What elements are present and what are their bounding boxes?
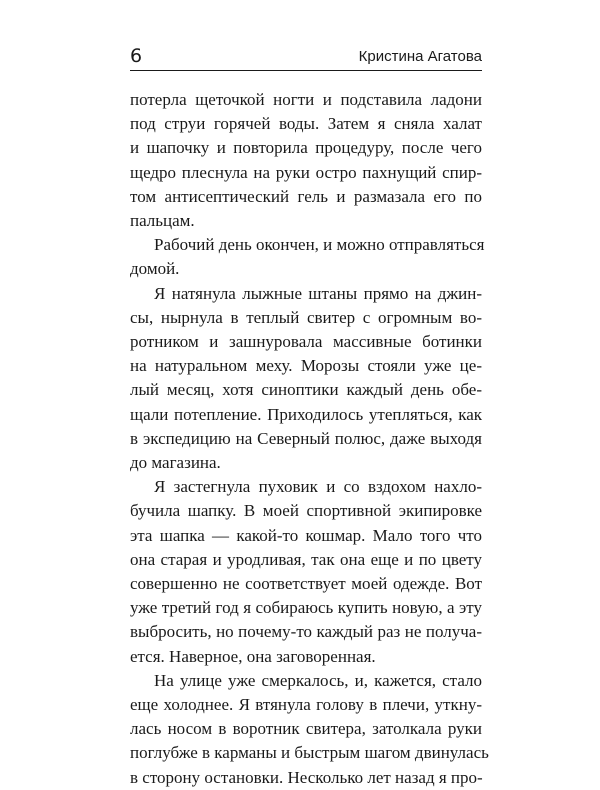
text-line: ется. Наверное, она заговоренная. [130, 646, 376, 666]
text-line: На улице уже смеркалось, и, кажется, стало [154, 670, 482, 690]
running-head-author: Кристина Агатова [358, 48, 482, 65]
paragraph [130, 669, 489, 790]
text-line: Я застегнула пуховик и со вздохом нахло- [154, 477, 482, 497]
text-line: Я натянула лыжные штаны прямо на джин- [154, 283, 482, 303]
text-line: том антисептический гель и размазала его по [130, 186, 482, 206]
text-line: совершенно не соответствует моей одежде. Вот [130, 574, 482, 594]
text-line: потерла щеточкой ногти и подставила ладони [130, 90, 482, 109]
text-line: в экспедицию на Северный полюс, даже выходя [130, 428, 482, 448]
text-line: еще холоднее. Я втянула голову в плечи, уткну- [130, 695, 482, 715]
page-header [130, 44, 482, 70]
text-line: выбросить, но почему-то каждый раз не получа- [130, 622, 482, 642]
text-line: лый месяц, хотя синоптики каждый день обе- [130, 380, 482, 400]
text-line: в сторону остановки. Несколько лет назад я про- [130, 767, 483, 787]
text-line: Рабочий день окончен, и можно отправляться [154, 235, 485, 255]
text-line: до магазина. [130, 453, 221, 473]
text-line: ротником и зашнуровала массивные ботинки [130, 332, 482, 352]
text-line: щедро плеснула на руки остро пахнущий спир- [130, 162, 482, 182]
paragraph [130, 233, 485, 281]
text-line: уже третий год я собираюсь купить новую, а эту [130, 598, 482, 618]
text-line: лась носом в воротник свитера, затолкала руки [130, 719, 482, 739]
text-line: на натуральном меху. Морозы стояли уже це- [130, 356, 482, 376]
text-line: домой. [130, 259, 180, 279]
paragraph [130, 88, 482, 233]
text-line: щали потепление. Приходилось утепляться, как [130, 404, 482, 424]
paragraph [130, 282, 482, 476]
header-rule [130, 70, 482, 71]
text-line: бучила шапку. В моей спортивной экипировке [130, 501, 482, 521]
text-line: и шапочку и повторила процедуру, после чего [130, 138, 482, 158]
page-body [130, 88, 489, 790]
text-line: эта шапка — какой-то кошмар. Мало того что [130, 525, 482, 545]
text-line: под струи горячей воды. Затем я сняла халат [130, 114, 482, 134]
text-line: пальцам. [130, 211, 195, 231]
page-number: 6 [130, 45, 143, 67]
text-line: поглубже в карманы и быстрым шагом двинулась [130, 743, 489, 763]
text-line: она старая и уродливая, так она еще и по цвету [130, 549, 482, 569]
paragraph [130, 475, 482, 669]
text-line: сы, нырнула в теплый свитер с огромным во- [130, 307, 482, 327]
